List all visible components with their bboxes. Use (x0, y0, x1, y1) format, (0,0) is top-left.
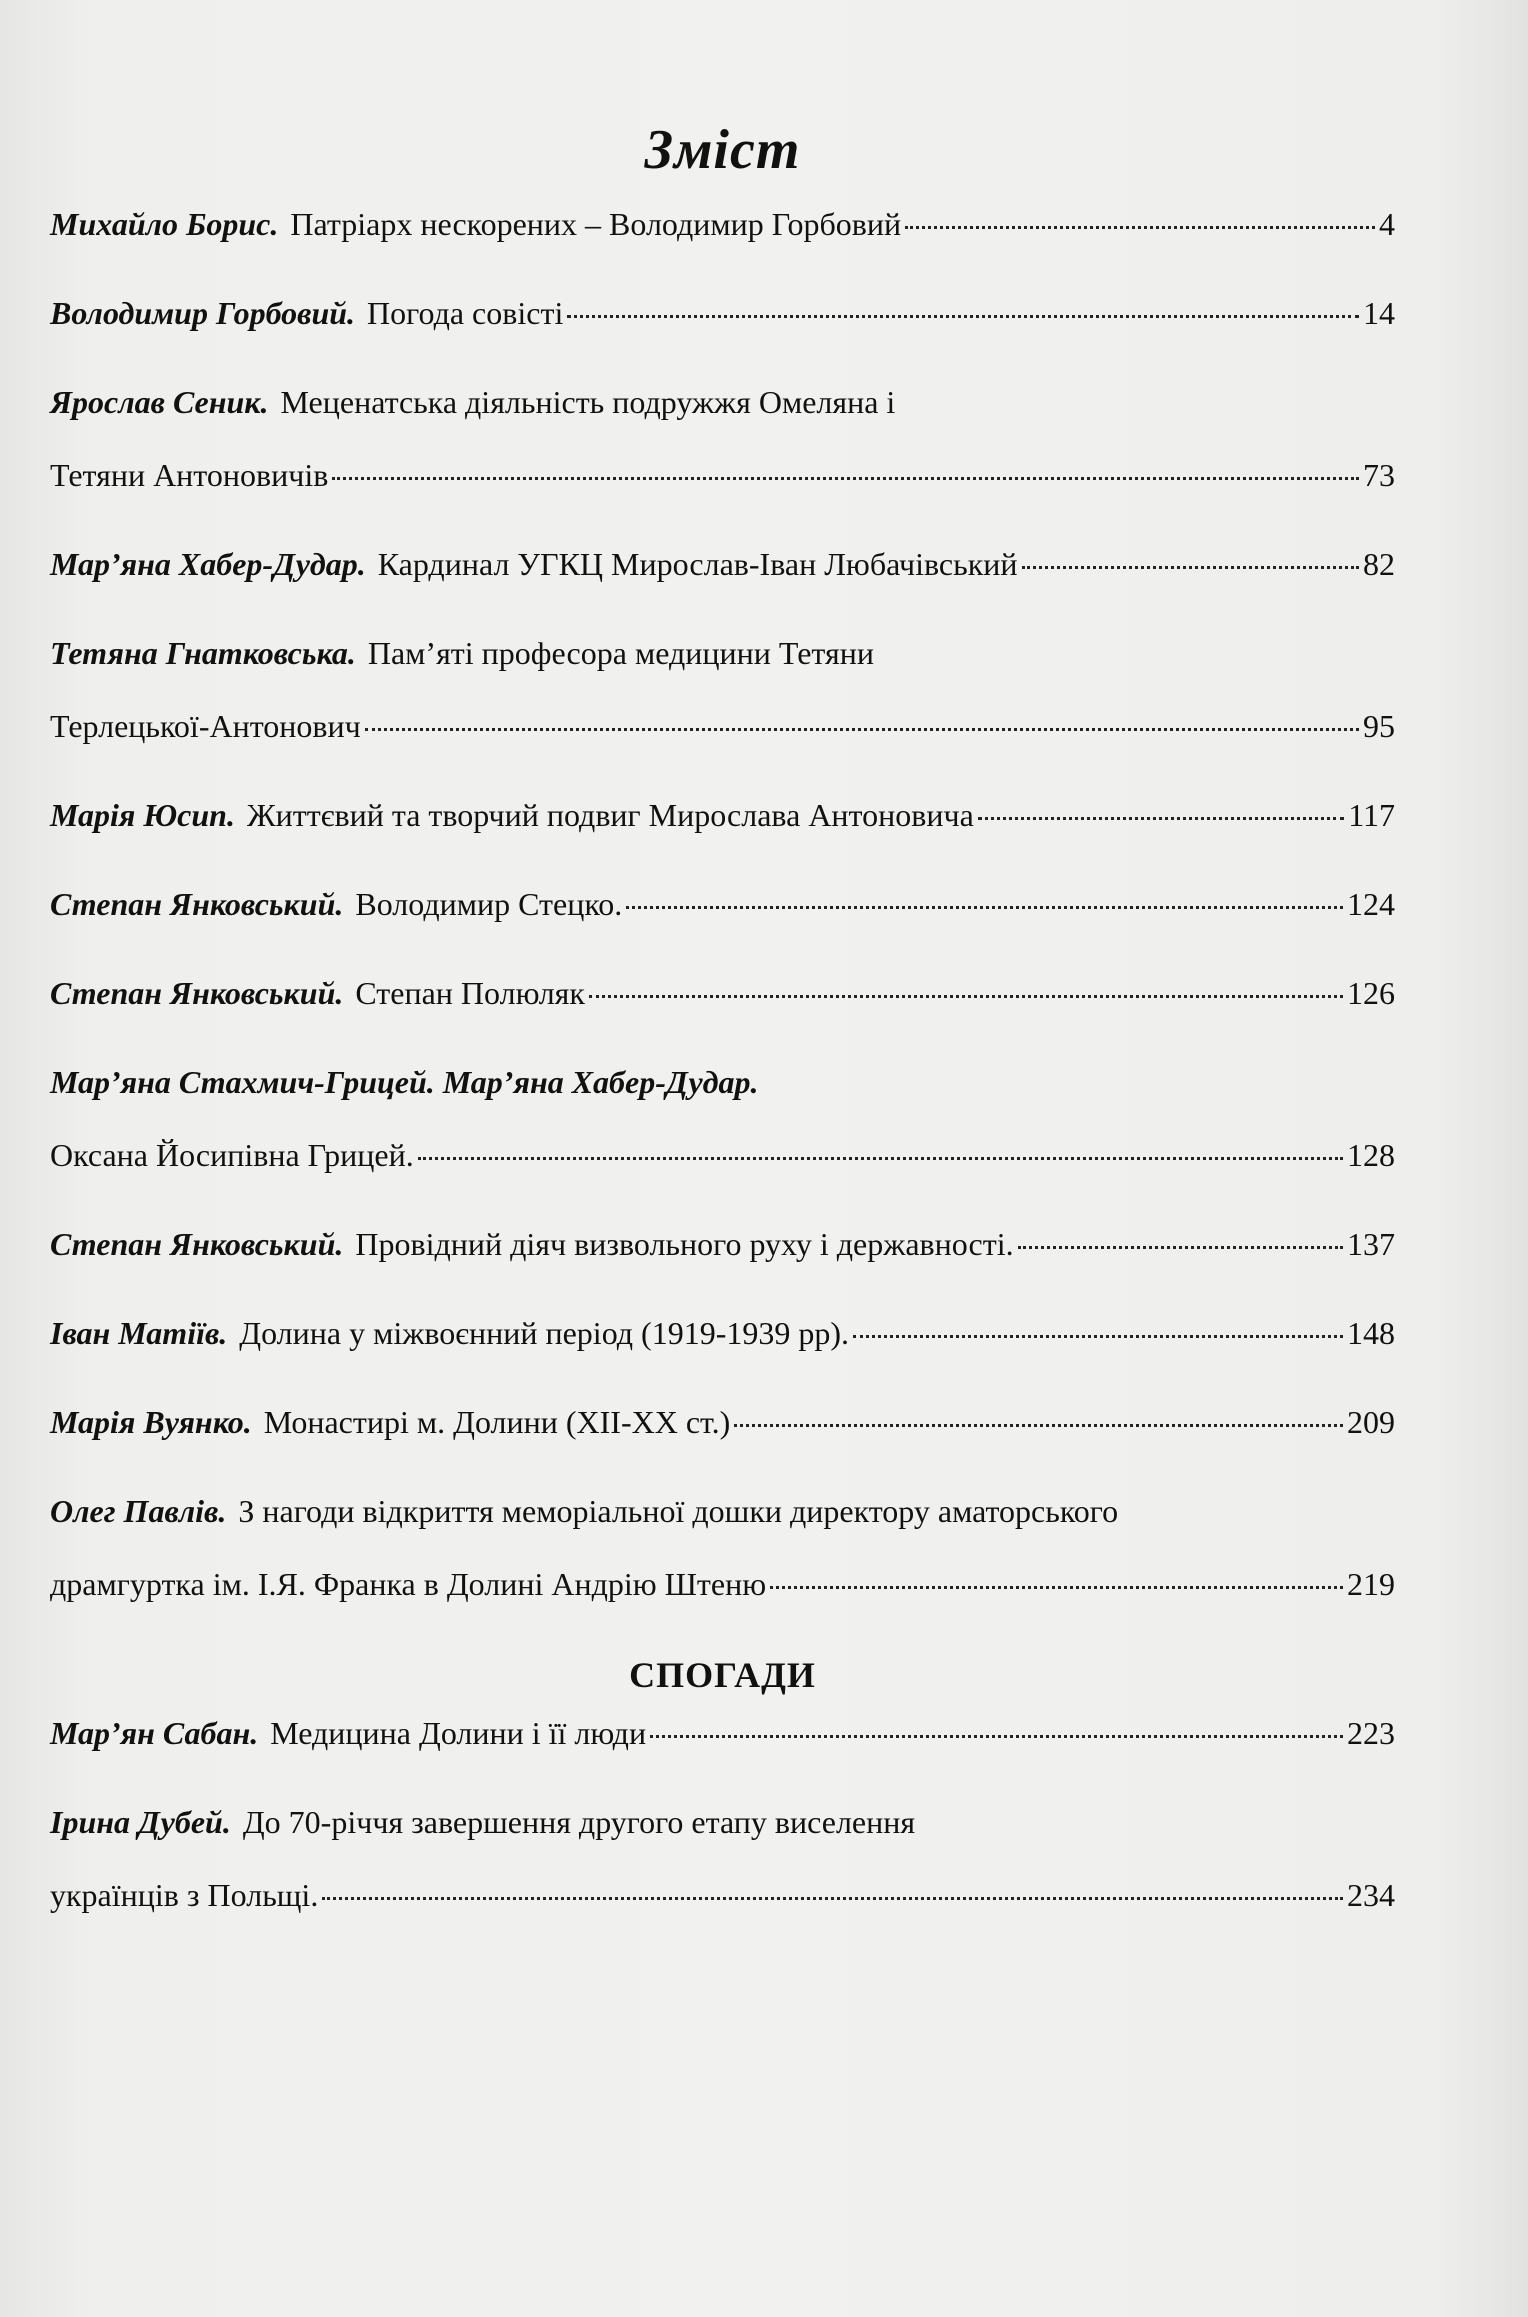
entry-title: Оксана Йосипівна Грицей. (50, 1137, 414, 1173)
dot-leader (853, 1335, 1343, 1338)
entry-page-number: 137 (1347, 1226, 1395, 1262)
toc-entry (50, 633, 1395, 746)
section-heading: СПОГАДИ (629, 1655, 816, 1695)
entry-author: Олег Павлів. (50, 1493, 227, 1529)
entry-title: З нагоди відкриття меморіальної дошки директору аматорського (238, 1493, 1119, 1529)
dot-leader (650, 1735, 1343, 1738)
entry-page-number: 128 (1347, 1137, 1395, 1173)
memoir-list (50, 1713, 1395, 1915)
dot-leader (770, 1586, 1343, 1589)
entry-title: Пам’яті професора медицини Тетяни (367, 635, 874, 671)
dot-leader (1018, 1246, 1343, 1249)
toc-entry (50, 1062, 1395, 1175)
entry-page-number: 234 (1347, 1877, 1395, 1913)
toc-entry-line (50, 884, 1395, 924)
entry-page-number: 73 (1363, 457, 1395, 493)
entry-page-number: 223 (1347, 1715, 1395, 1751)
dot-leader (418, 1157, 1343, 1160)
entry-title: Монастирі м. Долини (XII-XX ст.) (263, 1404, 731, 1440)
entry-author: Марія Юсип. (50, 797, 235, 833)
entry-author: Михайло Борис. (50, 206, 279, 242)
entry-page-number: 82 (1363, 546, 1395, 582)
dot-leader (567, 315, 1359, 318)
toc-entry-line (50, 795, 1395, 835)
toc-entry (50, 1313, 1395, 1353)
entry-title: Провідний діяч визвольного руху і державності. (355, 1226, 1014, 1262)
entry-title: Патріарх нескорених – Володимир Горбовий (290, 206, 902, 242)
toc-entry-line (50, 1713, 1395, 1753)
entry-author: Марія Вуянко. (50, 1404, 252, 1440)
toc-entry (50, 1713, 1395, 1753)
toc-entry-line (50, 455, 1395, 495)
entry-title: українців з Польщі. (50, 1877, 319, 1913)
entry-title: Меценатська діяльність подружжя Омеляна і (280, 384, 896, 420)
toc-entry (50, 1491, 1395, 1604)
toc-entry-line (50, 1224, 1395, 1264)
dot-leader (332, 477, 1359, 480)
toc-list (50, 204, 1395, 1604)
entry-page-number: 209 (1347, 1404, 1395, 1440)
entry-page-number: 95 (1363, 708, 1395, 744)
entry-title: Степан Полюляк (355, 975, 585, 1011)
toc-entry-line (50, 1564, 1395, 1604)
table-of-contents (50, 118, 1395, 1964)
toc-entry-line (50, 544, 1395, 584)
entry-title: Погода совісті (367, 295, 564, 331)
toc-entry (50, 795, 1395, 835)
dot-leader (589, 995, 1343, 998)
entry-title: Кардинал УГКЦ Мирослав-Іван Любачівський (377, 546, 1018, 582)
toc-entry-line (50, 1402, 1395, 1442)
toc-entry-line (50, 382, 1395, 422)
dot-leader (734, 1424, 1343, 1427)
entry-title: Долина у міжвоєнний період (1919-1939 рр). (239, 1315, 850, 1351)
entry-page-number: 148 (1347, 1315, 1395, 1351)
page-title: Зміст (644, 119, 801, 181)
toc-entry-line (50, 1062, 1395, 1102)
entry-page-number: 219 (1347, 1566, 1395, 1602)
entry-author: Степан Янковський. (50, 886, 344, 922)
toc-entry (50, 884, 1395, 924)
entry-title: Володимир Стецко. (355, 886, 623, 922)
toc-entry (50, 382, 1395, 495)
toc-entry (50, 1224, 1395, 1264)
toc-entry (50, 204, 1395, 244)
dot-leader (1022, 566, 1359, 569)
entry-author: Тетяна Гнатковська. (50, 635, 356, 671)
entry-author: Мар’ян Сабан. (50, 1715, 259, 1751)
toc-entry (50, 1802, 1395, 1915)
entry-author: Ярослав Сеник. (50, 384, 269, 420)
dot-leader (365, 728, 1359, 731)
toc-entry-line (50, 706, 1395, 746)
entry-author: Мар’яна Стахмич-Грицей. Мар’яна Хабер-Дудар. (50, 1064, 759, 1100)
entry-title: Медицина Долини і її люди (270, 1715, 647, 1751)
dot-leader (322, 1897, 1343, 1900)
toc-entry (50, 973, 1395, 1013)
toc-entry-line (50, 1875, 1395, 1915)
dot-leader (978, 817, 1344, 820)
entry-author: Іван Матіїв. (50, 1315, 228, 1351)
dot-leader (905, 226, 1375, 229)
toc-entry-line (50, 1313, 1395, 1353)
entry-title: До 70-річчя завершення другого етапу виселення (242, 1804, 916, 1840)
toc-entry-line (50, 633, 1395, 673)
entry-page-number: 124 (1347, 886, 1395, 922)
entry-author: Володимир Горбовий. (50, 295, 356, 331)
toc-entry (50, 1402, 1395, 1442)
entry-title: Тетяни Антоновичів (50, 457, 329, 493)
entry-author: Степан Янковський. (50, 975, 344, 1011)
toc-entry-line (50, 973, 1395, 1013)
entry-page-number: 14 (1363, 295, 1395, 331)
entry-title: Життєвий та творчий подвиг Мирослава Антоновича (246, 797, 974, 833)
toc-entry-line (50, 204, 1395, 244)
dot-leader (626, 906, 1343, 909)
toc-entry-line (50, 1802, 1395, 1842)
toc-entry-line (50, 1135, 1395, 1175)
toc-entry (50, 293, 1395, 333)
entry-author: Мар’яна Хабер-Дудар. (50, 546, 366, 582)
toc-entry-line (50, 293, 1395, 333)
toc-entry (50, 544, 1395, 584)
entry-author: Степан Янковський. (50, 1226, 344, 1262)
entry-author: Ірина Дубей. (50, 1804, 231, 1840)
entry-title: Терлецької-Антонович (50, 708, 361, 744)
entry-page-number: 117 (1348, 797, 1395, 833)
entry-page-number: 4 (1379, 206, 1395, 242)
entry-title: драмгуртка ім. І.Я. Франка в Долині Андрію Штеню (50, 1566, 767, 1602)
toc-entry-line (50, 1491, 1395, 1531)
entry-page-number: 126 (1347, 975, 1395, 1011)
